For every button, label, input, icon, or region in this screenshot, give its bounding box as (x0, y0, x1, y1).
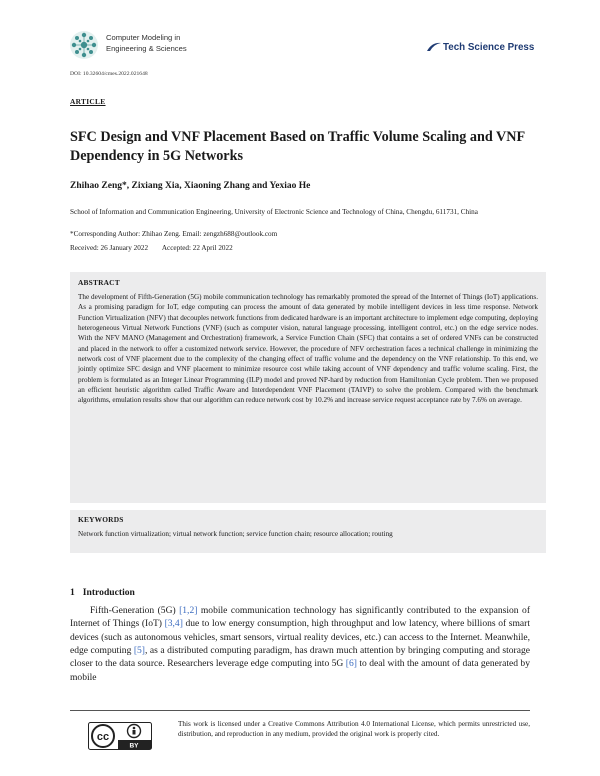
corresponding-author: *Corresponding Author: Zhihao Zeng. Email: zengzh688@outlook.com (70, 230, 278, 238)
citation-link[interactable]: [3,4] (164, 618, 183, 630)
license-text: This work is licensed under a Creative Commons Attribution 4.0 International License, which permits unrestricted use, distribution, and reproduction in any medium, provided the original work is properly cited. (178, 720, 530, 739)
abstract-heading: ABSTRACT (78, 278, 120, 287)
introduction-paragraph (70, 604, 530, 684)
section-number: 1 (70, 587, 75, 598)
affiliation: School of Information and Communication Engineering, University of Electronic Science and Technology of China, Chengdu, 611731, China (70, 208, 478, 216)
creative-commons-by-license-icon[interactable] (88, 722, 152, 750)
citation-link[interactable]: [6] (345, 658, 357, 670)
keywords-box (70, 510, 546, 553)
publisher-name: Tech Science Press (443, 41, 535, 53)
keywords-text: Network function virtualization; virtual network function; service function chain; resource allocation; routing (78, 530, 393, 538)
intro-text-segment: due to low energy consumption, high throughput and low latency, where billions of smart devices (such as autonomous vehicles, smart sensors, virtual reality devices, etc.) can access to the Internet. Meanwhile, edge computing (70, 618, 530, 657)
journal-name (106, 33, 236, 54)
accepted-date: Accepted: 22 April 2022 (161, 244, 233, 252)
received-date: Received: 26 January 2022 (70, 244, 149, 252)
intro-text-segment: , as a distributed computing paradigm, has drawn much attention by bringing computing and storage closer to the data source. Researchers leverage edge computing into 5G (70, 645, 530, 670)
doi[interactable]: DOI: 10.32604/cmes.2022.021648 (70, 71, 148, 77)
citation-link[interactable]: [1,2] (179, 605, 198, 616)
keywords-heading: KEYWORDS (78, 515, 124, 524)
journal-name-line1: Computer Modeling in (106, 33, 181, 42)
intro-text-segment: mobile communication technology has significantly contributed to the expansion of Internet of Things (IoT) (70, 605, 530, 630)
journal-name-line2: Engineering & Sciences (106, 43, 187, 53)
svg-text:cc: cc (96, 731, 110, 743)
intro-text-segment: Fifth-Generation (5G) (90, 605, 180, 616)
paper-title: SFC Design and VNF Placement Based on Traffic Volume Scaling and VNF Dependency in 5G Networks (70, 129, 525, 164)
footer-divider (70, 710, 530, 711)
author-list: Zhihao Zeng*, Zixiang Xia, Xiaoning Zhang and Yexiao He (70, 181, 311, 191)
publisher-logo (426, 41, 534, 53)
intro-text-segment: to deal with the amount of data generated by mobile (70, 658, 530, 683)
citation-link[interactable]: [5] (133, 645, 145, 657)
journal-logo-icon (69, 30, 99, 60)
abstract-text: The development of Fifth-Generation (5G) mobile communication technology has remarkably promoted the spread of the Internet of Things (IoT) applications. As a promising paradigm for IoT, edge computing can process the amount of data generated by mobile intelligent devices in less time response. Network Function Virtualization (NFV) that decouples network functions from dedicated hardware is an important architecture to implement edge computing, deploying heterogeneous Virtual Network Functions (VNF) (such as computer vision, natural language processing, intelligent control, etc.) on the edge service nodes. With the NFV MANO (Management and Orchestration) framework, a Service Function Chain (SFC) that contains a set of ordered VNFs can be constructed and placed in the network to offer a customized network service. However, the procedure of NFV orchestration faces a technical challenge in minimizing the network cost of VNF placement due to the complexity of the changing effect of traffic volume and the dependency on the VNF relationship. To this end, we jointly optimize SFC design and VNF placement to minimize resource cost while taking account of VNF dependency and traffic volume scaling. First, the problem is formulated as an Integer Linear Programming (ILP) model and proved NP-hard by reduction from Hamiltonian Cycle problem. Then we proposed an efficient heuristic algorithm called Traffic Aware and Interdependent VNF Placement (TAIVP) to solve the problem. Compared with the benchmark algorithms, emulation results show that our algorithm can reduce network cost by 10.2% and increase service request acceptance rate by 7.6% on average. (78, 293, 538, 405)
section-heading-introduction (70, 587, 135, 598)
section-title: Introduction (82, 587, 135, 598)
publication-dates (70, 244, 233, 252)
license-badge-by-label: BY (129, 742, 139, 750)
publisher-swoosh-icon (426, 41, 442, 53)
article-type-label: ARTICLE (70, 97, 106, 106)
abstract-box (70, 272, 546, 503)
